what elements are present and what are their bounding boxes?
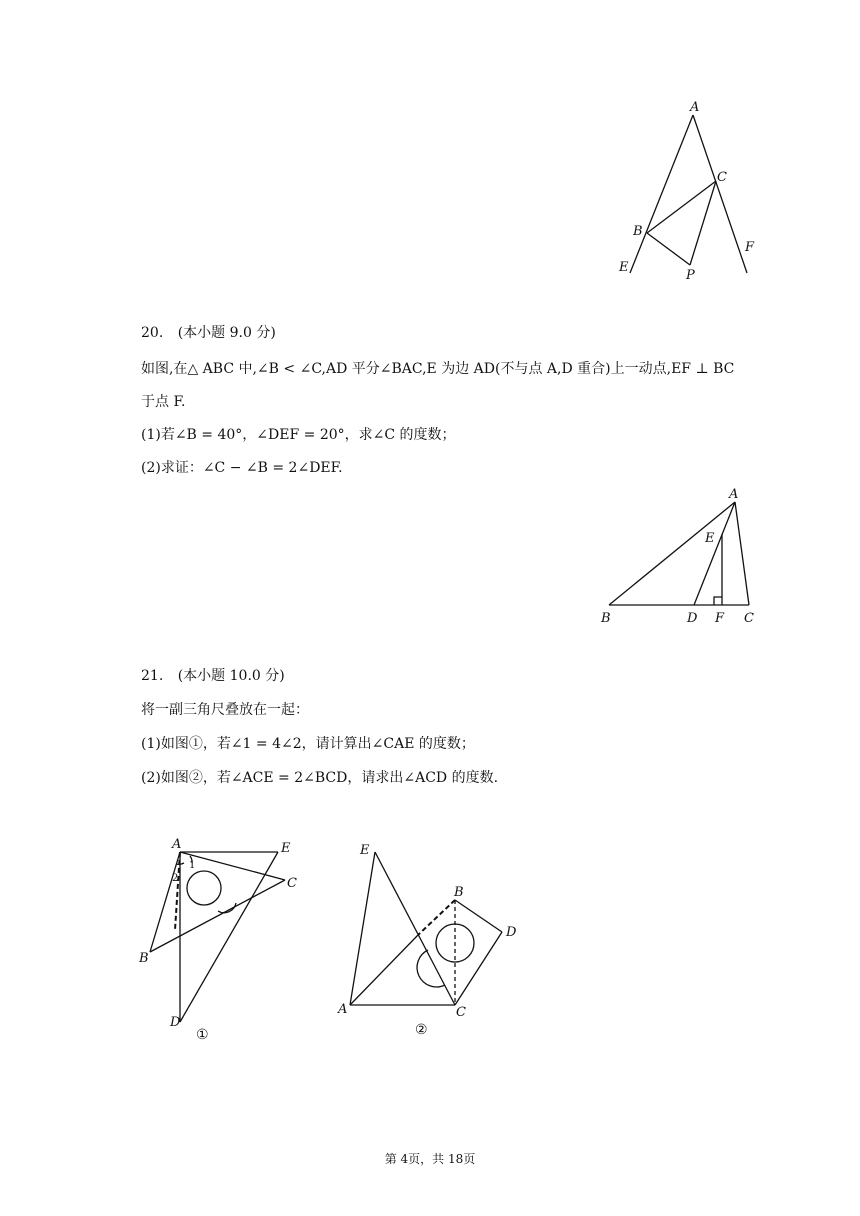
q21-number: 21.: [141, 668, 164, 684]
label-E: E: [360, 843, 370, 858]
q21-stem: 将一副三角尺叠放在一起：: [141, 702, 309, 718]
label-C: C: [456, 1005, 466, 1020]
label-F: F: [745, 240, 755, 255]
label-C: C: [717, 170, 727, 185]
label-B: B: [601, 611, 611, 626]
figure-q20: [595, 482, 770, 632]
label-A: A: [172, 837, 182, 852]
label-C: C: [287, 876, 297, 891]
q20-part1: (1)若∠B = 40°，∠DEF = 20°，求∠C 的度数；: [141, 427, 456, 443]
label-E: E: [281, 841, 291, 856]
label-E: E: [619, 260, 629, 275]
q21-points: (本小题 10.0 分): [177, 668, 285, 684]
q20-stem-line1: 如图,在△ ABC 中,∠B < ∠C,AD 平分∠BAC,E 为边 AD(不与点 A,D 重合)上一动点,EF ⊥ BC: [141, 361, 735, 377]
label-A: A: [729, 487, 739, 502]
label-E: E: [705, 531, 715, 546]
q21-part2: (2)如图②，若∠ACE = 2∠BCD，请求出∠ACD 的度数.: [141, 770, 499, 786]
q20-points: (本小题 9.0 分): [177, 325, 276, 341]
page-footer: 第 4页，共 18页: [384, 1152, 476, 1166]
label-B: B: [139, 951, 149, 966]
q21-part1: (1)如图①，若∠1 = 4∠2，请计算出∠CAE 的度数；: [141, 736, 475, 752]
q20-number: 20.: [141, 325, 164, 341]
q20-stem-line2: 于点 F.: [141, 394, 186, 410]
label-P: P: [686, 268, 695, 283]
figure-q19: [600, 95, 770, 295]
q20-part2: (2)求证：∠C − ∠B = 2∠DEF.: [141, 460, 343, 476]
figure-q21-1: [130, 830, 310, 1045]
figure-caption-1: ①: [196, 1027, 209, 1043]
label-A: A: [690, 100, 700, 115]
label-D: D: [506, 925, 517, 940]
label-A: A: [338, 1002, 348, 1017]
label-angle-2: 2: [172, 873, 179, 884]
label-D: D: [170, 1015, 181, 1030]
label-B: B: [454, 885, 464, 900]
q21-header: [141, 666, 285, 686]
q20-header: [141, 323, 276, 343]
label-F: F: [715, 611, 725, 626]
label-B: B: [633, 224, 643, 239]
figure-caption-2: ②: [415, 1022, 428, 1038]
figure-q21-2: [330, 830, 530, 1045]
label-C: C: [744, 611, 754, 626]
label-angle-1: 1: [189, 860, 196, 871]
label-D: D: [687, 611, 698, 626]
